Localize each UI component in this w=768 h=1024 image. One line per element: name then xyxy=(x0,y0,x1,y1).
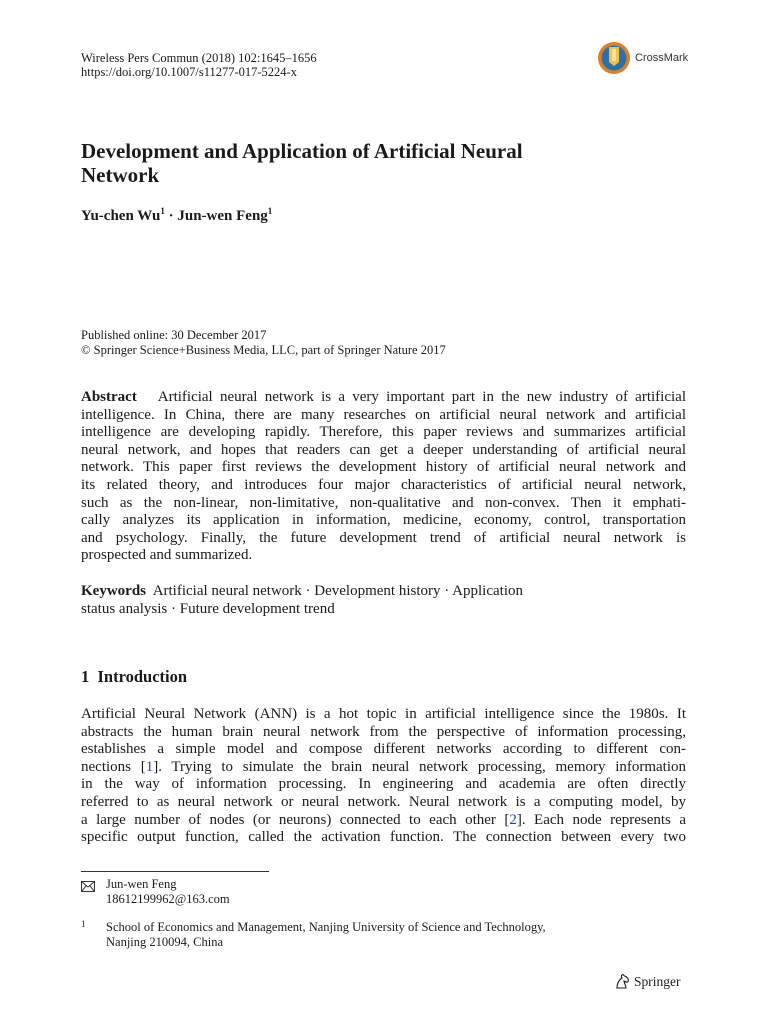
abstract-line: intelligence are developing rapidly. Therefore, this paper reviews and summarizes artificial xyxy=(81,424,686,441)
author-name[interactable]: Yu-chen Wu xyxy=(81,208,161,224)
body-line: Artificial Neural Network (ANN) is a hot topic in artificial intelligence since the 1980s. It xyxy=(81,706,686,722)
crossmark-label: CrossMark xyxy=(635,52,689,64)
citation-link[interactable]: 1 xyxy=(145,758,154,775)
doi-link[interactable]: https://doi.org/10.1007/s11277-017-5224-x xyxy=(81,65,297,79)
body-line: establishes a simple model and compose different networks according to different con- xyxy=(81,741,686,758)
abstract-label: Abstract xyxy=(81,389,137,405)
section-number: 1 xyxy=(81,667,90,686)
citation-link[interactable]: 2 xyxy=(509,811,517,828)
copyright-notice: © Springer Science+Business Media, LLC, part of Springer Nature 2017 xyxy=(81,343,446,357)
springer-horse-icon xyxy=(614,973,631,990)
section-heading xyxy=(81,667,187,687)
title-line: Network xyxy=(81,163,160,187)
author-separator: · xyxy=(164,208,178,224)
publisher-logo xyxy=(614,973,681,990)
crossmark-icon xyxy=(596,40,632,76)
abstract xyxy=(81,389,686,565)
keywords-line: status analysis · Future development trend xyxy=(81,600,335,617)
body-line: abstracts the human brain neural network from the perspective of information processing, xyxy=(81,723,686,740)
publisher-name: Springer xyxy=(634,973,681,989)
author-list xyxy=(81,206,272,225)
published-date: Published online: 30 December 2017 xyxy=(81,328,267,342)
envelope-icon xyxy=(81,879,95,897)
body-line: in the way of information processing. In engineering and academia are often directly xyxy=(81,776,686,793)
body-line: nections [1]. Trying to simulate the brain neural network processing, memory information xyxy=(81,758,687,775)
abstract-line: cally analyzes its application in information, medicine, economy, control, transportation xyxy=(81,512,686,529)
section-title: Introduction xyxy=(97,667,188,686)
introduction-body xyxy=(81,706,686,847)
body-line: specific output function, called the activation function. The connection between every two xyxy=(81,829,686,846)
keywords-line: Keywords Artificial neural network · Development history · Application xyxy=(81,583,523,599)
abstract-line: its related theory, and introduces four major characteristics of artificial neural network, xyxy=(81,476,686,493)
body-line: a large number of nodes (or neurons) connected to each other [2]. Each node represents a xyxy=(81,811,686,828)
contact-email[interactable]: 18612199962@163.com xyxy=(106,892,230,906)
abstract-line: network. This paper first reviews the development history of artificial neural network and xyxy=(81,459,686,476)
paper-title xyxy=(81,139,621,187)
abstract-line: Abstract Artificial neural network is a very important part in the new industry of artificial xyxy=(81,389,686,405)
keywords-label: Keywords xyxy=(81,583,146,599)
affiliation-marker: 1 xyxy=(160,206,165,216)
affiliation-line: Nanjing 210094, China xyxy=(106,935,224,949)
abstract-line: neural network, and hopes that readers can get a deeper understanding of artificial neural xyxy=(81,441,686,458)
author-name[interactable]: Jun-wen Feng xyxy=(177,208,268,224)
affiliation-line: School of Economics and Management, Nanjing University of Science and Technology, xyxy=(106,920,546,934)
title-line: Development and Application of Artificial Neural xyxy=(81,139,523,163)
affiliation-number: 1 xyxy=(81,919,86,929)
body-line: referred to as neural network or neural network. Neural network is a computing model, by xyxy=(81,793,686,810)
abstract-line: prospected and summarized. xyxy=(81,547,253,564)
abstract-line: such as the non-linear, non-limitative, non-qualitative and non-convex. Then it emphati- xyxy=(81,494,686,511)
abstract-line: intelligence. In China, there are many researches on artificial neural network and artificial xyxy=(81,406,686,423)
abstract-line: and psychology. Finally, the future development trend of artificial neural network is xyxy=(81,529,686,546)
journal-citation: Wireless Pers Commun (2018) 102:1645–1656 xyxy=(81,51,317,65)
footnote-divider xyxy=(81,871,269,872)
crossmark-badge[interactable] xyxy=(596,40,688,76)
contact-name: Jun-wen Feng xyxy=(106,877,177,891)
keywords xyxy=(81,583,686,618)
affiliation-marker: 1 xyxy=(267,206,273,216)
